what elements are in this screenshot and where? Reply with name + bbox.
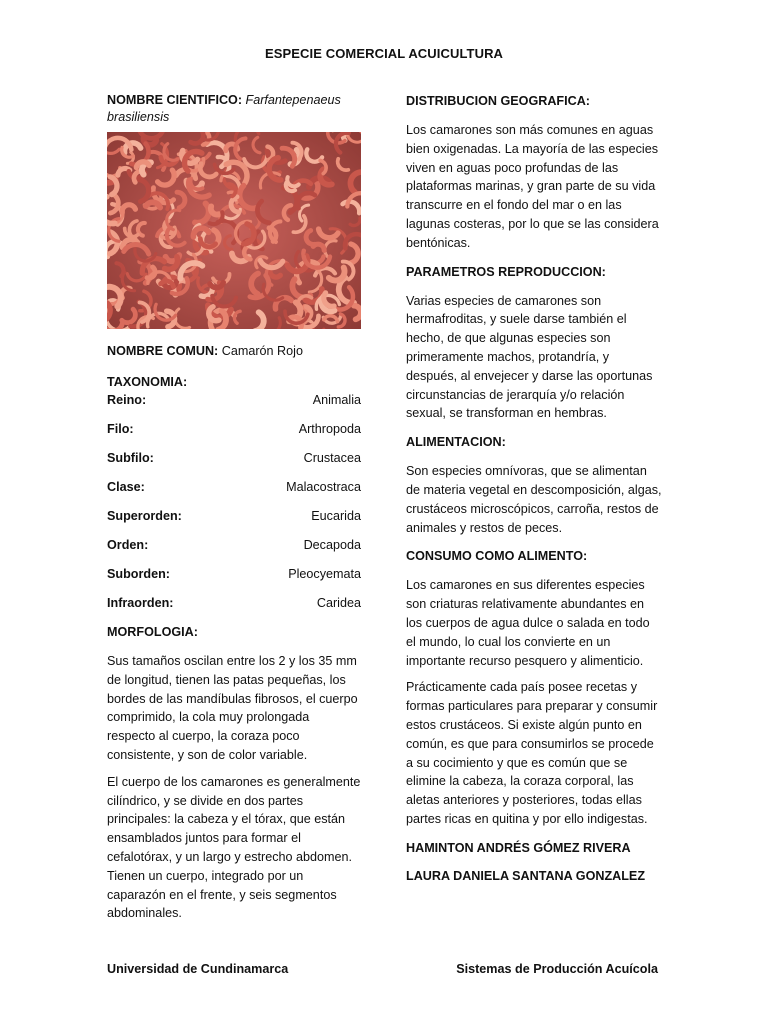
author-2: LAURA DANIELA SANTANA GONZALEZ bbox=[406, 868, 646, 883]
taxonomy-value: Animalia bbox=[312, 393, 361, 407]
taxonomy-row bbox=[107, 594, 361, 623]
distribution-text: Los camarones son más comunes en aguas bien oxigenadas. La mayoría de las especies viven en aguas poco profundas de las plataformas marinas, y gran parte de su vida transcurre en el fondo del mar o en las lagunas costeras, por lo que se las considera bentónicas. bbox=[406, 123, 659, 250]
taxonomy-heading: TAXONOMIA: bbox=[107, 375, 188, 389]
author-1: HAMINTON ANDRÉS GÓMEZ RIVERA bbox=[406, 840, 631, 855]
morphology-paragraph-1: Sus tamaños oscilan entre los 2 y los 35 mm de longitud, tienen las patas pequeñas, los bordes de las mandíbulas fibrosos, el cuerpo comprimido, la cola muy prolongada respecto al cuerpo, la coraza poco consistente, y son de color variable. bbox=[107, 654, 358, 762]
taxonomy-section bbox=[107, 373, 361, 623]
left-column bbox=[107, 92, 361, 923]
taxonomy-row bbox=[107, 536, 361, 565]
scientific-name-label: NOMBRE CIENTIFICO: bbox=[107, 93, 243, 107]
taxonomy-row bbox=[107, 391, 361, 420]
reproduction-heading: PARAMETROS REPRODUCCION: bbox=[406, 264, 606, 279]
taxonomy-key: Orden: bbox=[107, 538, 149, 552]
feeding-text: Son especies omnívoras, que se alimentan de materia vegetal en descomposición, algas, crustáceos microscópicos, carroña, restos de animales y restos de peces. bbox=[406, 464, 662, 535]
shrimp-photo bbox=[107, 132, 361, 329]
taxonomy-key: Filo: bbox=[107, 422, 134, 436]
common-name bbox=[107, 342, 361, 360]
page-title: ESPECIE COMERCIAL ACUICULTURA bbox=[264, 46, 504, 61]
common-name-label: NOMBRE COMUN: bbox=[107, 344, 219, 358]
taxonomy-value: Malacostraca bbox=[286, 480, 361, 494]
taxonomy-value: Eucarida bbox=[311, 509, 361, 523]
taxonomy-value: Pleocyemata bbox=[288, 567, 361, 581]
taxonomy-value: Crustacea bbox=[303, 451, 361, 465]
feeding-heading: ALIMENTACION: bbox=[406, 435, 506, 450]
taxonomy-value: Caridea bbox=[316, 596, 361, 610]
morphology-heading: MORFOLOGIA: bbox=[107, 625, 198, 639]
shrimp-shape bbox=[107, 303, 110, 322]
taxonomy-row bbox=[107, 449, 361, 478]
reproduction-text: Varias especies de camarones son hermafroditas, y suele darse también el hecho, de que algunas especies son primeramente machos, protandría, y después, al envejecer y darse las oportunas circunstancias de jerarquía y/o relación sexual, se transforman en hembras. bbox=[406, 293, 653, 421]
taxonomy-table bbox=[107, 391, 361, 623]
right-column bbox=[406, 92, 662, 885]
taxonomy-key: Reino: bbox=[107, 393, 147, 407]
taxonomy-value: Arthropoda bbox=[298, 422, 361, 436]
footer-university: Universidad de Cundinamarca bbox=[107, 962, 289, 976]
consumption-paragraph-1: Los camarones en sus diferentes especies son criaturas relativamente abundantes en los cuerpos de agua dulce o salada en todo el mundo, lo cual los convierte en un importante recurso pesquero y alimenticio. bbox=[406, 578, 650, 668]
taxonomy-key: Clase: bbox=[107, 480, 145, 494]
footer-program: Sistemas de Producción Acuícola bbox=[456, 962, 658, 976]
common-name-value: Camarón Rojo bbox=[221, 344, 303, 358]
taxonomy-key: Suborden: bbox=[107, 567, 170, 581]
taxonomy-row bbox=[107, 478, 361, 507]
scientific-name bbox=[107, 92, 361, 126]
taxonomy-key: Infraorden: bbox=[107, 596, 174, 610]
taxonomy-key: Subfilo: bbox=[107, 451, 154, 465]
taxonomy-row bbox=[107, 420, 361, 449]
consumption-paragraph-2: Prácticamente cada país posee recetas y formas particulares para preparar y consumir estos crustáceos. Si existe algún punto en común, es que para consumirlos se procede a su cocimiento y que es común que se elimine la cabeza, la coraza corporal, las aletas anteriores y posteriores, todas ellas partes ricas en quitina y por ello indigestas. bbox=[406, 680, 658, 826]
taxonomy-row bbox=[107, 565, 361, 594]
morphology-paragraph-2: El cuerpo de los camarones es generalmente cilíndrico, y se divide en dos partes principales: la cabeza y el tórax, que están ensamblados juntos para formar el cefalotórax, y un largo y estrecho abdomen. Tienen un cuerpo, integrado por un caparazón en el frente, y seis segmentos abdominales. bbox=[107, 774, 361, 921]
taxonomy-key: Superorden: bbox=[107, 509, 182, 523]
distribution-heading: DISTRIBUCION GEOGRAFICA: bbox=[406, 94, 591, 108]
taxonomy-row bbox=[107, 507, 361, 536]
scientific-name-value: Farfantepenaeus brasiliensis bbox=[107, 93, 341, 124]
consumption-heading: CONSUMO COMO ALIMENTO: bbox=[406, 549, 588, 564]
morphology-section bbox=[107, 623, 361, 923]
taxonomy-value: Decapoda bbox=[303, 538, 361, 552]
